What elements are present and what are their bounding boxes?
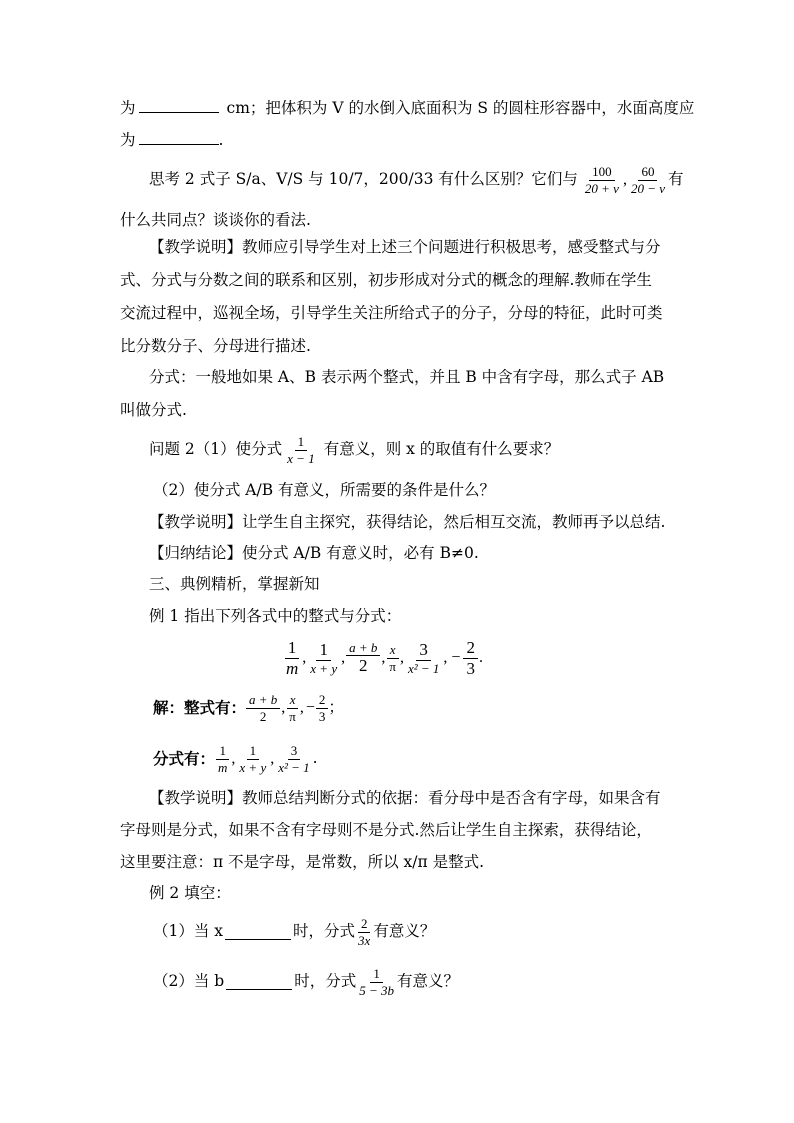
- fraction-numerator: x: [387, 643, 399, 659]
- comma: ,: [231, 750, 236, 767]
- text-line-1: [120, 98, 694, 117]
- solution-label-integral: 解：整式有：: [153, 698, 247, 718]
- fraction-denominator: m: [286, 658, 299, 678]
- definition-line-2: 叫做分式.: [120, 401, 187, 419]
- think2-line: [149, 160, 684, 200]
- fraction-denominator: π: [289, 708, 296, 724]
- example2-part2-mid: 时，分式: [294, 972, 357, 991]
- fraction-numerator: 2: [358, 917, 371, 933]
- comma: ,: [622, 171, 627, 188]
- fraction-numerator: 1: [285, 639, 300, 659]
- fraction-numerator: 1: [316, 641, 331, 661]
- note2-line: 【教学说明】让学生自主探究，获得结论，然后相互交流，教师再予以总结.: [149, 513, 666, 531]
- line1-text: cm；把体积为 V 的水倒入底面积为 S 的圆柱形容器中，水面高度应: [226, 99, 695, 117]
- think2-text: 思考 2 式子 S/a、V/S 与 10/7，200/33 有什么区别？它们与: [149, 170, 578, 189]
- example2-part1-mid: 时，分式: [293, 922, 356, 941]
- example2-part1-tail: 有意义？: [373, 922, 436, 941]
- fraction-1-over-m: [283, 639, 301, 678]
- comma: ,: [302, 649, 307, 666]
- fraction-numerator: 1: [216, 744, 229, 760]
- comma: ,: [399, 649, 404, 666]
- note1-line-1: 【教学说明】教师应引导学生对上述三个问题进行积极思考，感受整式与分: [149, 238, 661, 256]
- fraction-numerator: 100: [589, 165, 615, 181]
- fraction-numerator: 3: [416, 641, 431, 661]
- comma: ,: [270, 750, 275, 767]
- fraction-numerator: 2: [316, 693, 329, 709]
- fraction-numerator: 1: [247, 744, 260, 760]
- blank-1: [139, 98, 219, 113]
- fraction-a-plus-b-over-2: [246, 693, 280, 723]
- fraction-denominator: x² − 1: [407, 660, 440, 676]
- comma: ,: [281, 699, 286, 716]
- question2-line: [149, 430, 559, 470]
- fraction-numerator: x: [287, 693, 299, 709]
- definition-line-1: 分式：一般地如果 A、B 表示两个整式，并且 B 中含有字母，那么式子 AB: [149, 368, 665, 386]
- example1-title: 例 1 指出下列各式中的整式与分式：: [149, 607, 402, 625]
- fraction-a-plus-b-over-2: [346, 641, 380, 675]
- fraction-2-over-3: [316, 693, 329, 723]
- fraction-1-over-m: [215, 744, 230, 774]
- note3-line-1: 【教学说明】教师总结判断分式的依据：看分母中是否含有字母，如果含有: [149, 789, 661, 807]
- fraction-2-over-3x: [355, 917, 373, 947]
- fraction-denominator: 5 − 3b: [359, 982, 395, 998]
- minus-sign: −: [305, 699, 315, 716]
- think2-line-2: [120, 213, 311, 229]
- fraction-60-over-20-minus-v: [628, 165, 668, 195]
- blank-2: [139, 130, 219, 145]
- note1-line-4: 比分数分子、分母进行描述.: [120, 337, 311, 355]
- conclusion-line: 【归纳结论】使分式 A/B 有意义时，必有 B≠0.: [149, 544, 479, 562]
- question2-text: 问题 2（1）使分式: [149, 440, 283, 459]
- fraction-3-over-x-squared-minus-1: [275, 744, 312, 774]
- blank-4: [226, 975, 292, 990]
- fraction-numerator: a + b: [346, 641, 380, 657]
- fraction-denominator: 3: [318, 708, 326, 724]
- note3-line-2: 字母则是分式，如果不含有字母则不是分式.然后让学生自主探索，获得结论，: [120, 821, 652, 839]
- example2-part2-tail: 有意义？: [397, 972, 460, 991]
- fraction-1-over-x-minus-1: [284, 435, 318, 465]
- example2-part2-prefix: （2）当 b: [153, 972, 225, 991]
- note3-line-3: 这里要注意：π 不是字母，是常数，所以 x/π 是整式.: [120, 853, 485, 871]
- fraction-1-over-x-plus-y: [307, 641, 340, 675]
- fraction-denominator: m: [218, 759, 228, 775]
- solution-fraction-line: [153, 738, 318, 780]
- example1-expressions: [283, 635, 484, 681]
- question2-part2: （2）使分式 A/B 有意义，所需要的条件是什么？: [153, 481, 496, 499]
- fraction-100-over-20-plus-v: [582, 165, 622, 195]
- line2-end: .: [218, 131, 224, 149]
- comma: ,: [341, 649, 346, 666]
- line2-prefix: 为: [120, 131, 136, 149]
- fraction-denominator: x + y: [310, 660, 338, 676]
- period: .: [478, 649, 483, 666]
- solution-integral-line: [153, 688, 344, 728]
- fraction-numerator: 1: [295, 435, 308, 451]
- fraction-numerator: 2: [463, 639, 478, 659]
- fraction-denominator: x − 1: [287, 450, 315, 466]
- fraction-numerator: a + b: [246, 693, 280, 709]
- note1-line-3: 交流过程中，巡视全场，引导学生关注所给式子的分子，分母的特征，此时可类: [120, 304, 663, 322]
- fraction-denominator: x² − 1: [278, 759, 310, 775]
- fraction-denominator: 20 − v: [630, 180, 665, 196]
- fraction-denominator: π: [389, 658, 396, 674]
- example2-part2: [153, 962, 459, 1002]
- comma: ,: [299, 699, 304, 716]
- fraction-denominator: 2: [259, 708, 267, 724]
- fraction-1-over-x-plus-y: [236, 744, 269, 774]
- line1-prefix: 为: [120, 99, 136, 117]
- fraction-numerator: 1: [370, 967, 383, 983]
- fraction-denominator: 3x: [358, 932, 371, 948]
- example2-part1: [153, 912, 435, 952]
- question2-tail: 有意义，则 x 的取值有什么要求？: [323, 440, 560, 459]
- fraction-x-over-pi: [386, 643, 399, 673]
- comma: ,: [381, 649, 386, 666]
- fraction-numerator: 3: [288, 744, 301, 760]
- fraction-denominator: 20 + v: [584, 180, 619, 196]
- example2-part1-prefix: （1）当 x: [153, 922, 224, 941]
- fraction-numerator: 60: [638, 165, 657, 181]
- fraction-denominator: 3: [466, 658, 475, 678]
- fraction-denominator: x + y: [239, 759, 267, 775]
- solution-label-fraction: 分式有：: [153, 749, 216, 769]
- section-heading-3: 三、典例精析，掌握新知: [149, 575, 320, 593]
- example2-title: 例 2 填空：: [149, 884, 231, 902]
- think2-text-2: 什么共同点？谈谈你的看法.: [120, 211, 311, 229]
- fraction-3-over-x-squared-minus-1: [405, 641, 442, 675]
- text-line-2: [120, 130, 223, 149]
- fraction-1-over-5-minus-3b: [356, 967, 397, 997]
- note1-line-2: 式、分式与分数之间的联系和区别，初步形成对分式的概念的理解.教师在学生: [120, 271, 652, 289]
- fraction-x-over-pi: [286, 693, 299, 723]
- think2-tail: 有: [667, 170, 684, 189]
- comma: ,: [443, 649, 448, 666]
- blank-3: [225, 925, 291, 940]
- period: .: [312, 749, 318, 768]
- semicolon: ；: [328, 698, 344, 717]
- fraction-denominator: 2: [358, 656, 368, 676]
- minus-sign: −: [451, 649, 461, 666]
- fraction-2-over-3: [463, 639, 478, 678]
